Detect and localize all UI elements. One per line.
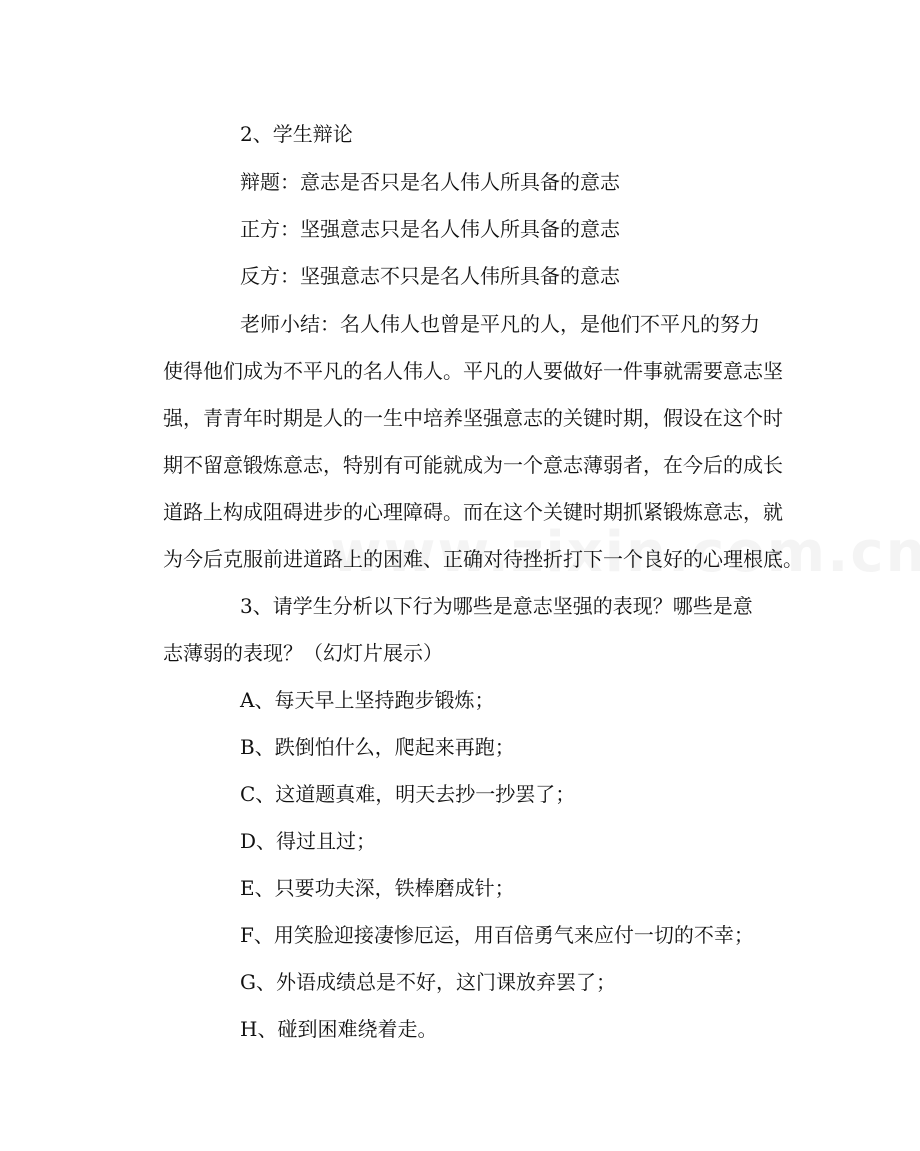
debate-topic: 辩题：意志是否只是名人伟人所具备的意志 <box>240 170 620 194</box>
debate-negative: 反方：坚强意志不只是名人伟所具备的意志 <box>240 264 620 288</box>
teacher-summary-line-5: 道路上构成阻碍进步的心理障碍。而在这个关键时期抓紧锻炼意志，就 <box>163 500 783 524</box>
question-line-2: 志薄弱的表现？（幻灯片展示） <box>163 641 443 665</box>
list-item-h: H、碰到困难绕着走。 <box>240 1017 438 1041</box>
list-item-d: D、得过且过； <box>240 829 377 853</box>
list-item-a: A、每天早上坚持跑步锻炼； <box>240 688 495 712</box>
teacher-summary-line-4: 期不留意锻炼意志，特别有可能就成为一个意志薄弱者，在今后的成长 <box>163 453 783 477</box>
teacher-summary-line-1: 老师小结：名人伟人也曾是平凡的人，是他们不平凡的努力 <box>240 312 760 336</box>
section-heading-debate: 2、学生辩论 <box>240 122 353 146</box>
list-item-b: B、跌倒怕什么，爬起来再跑； <box>240 735 515 759</box>
list-item-c: C、这道题真难，明天去抄一抄罢了； <box>240 782 576 806</box>
list-item-f: F、用笑脸迎接凄惨厄运，用百倍勇气来应付一切的不幸； <box>240 923 754 947</box>
question-line-1: 3、请学生分析以下行为哪些是意志坚强的表现？哪些是意 <box>240 594 753 618</box>
debate-affirmative: 正方：坚强意志只是名人伟人所具备的意志 <box>240 217 620 241</box>
teacher-summary-line-3: 强，青青年时期是人的一生中培养坚强意志的关键时期，假设在这个时 <box>163 406 783 430</box>
teacher-summary-line-2: 使得他们成为不平凡的名人伟人。平凡的人要做好一件事就需要意志坚 <box>163 359 783 383</box>
teacher-summary-line-6: 为今后克服前进道路上的困难、正确对待挫折打下一个良好的心理根底。 <box>163 547 803 571</box>
list-item-e: E、只要功夫深，铁棒磨成针； <box>240 876 515 900</box>
list-item-g: G、外语成绩总是不好，这门课放弃罢了； <box>240 970 616 994</box>
